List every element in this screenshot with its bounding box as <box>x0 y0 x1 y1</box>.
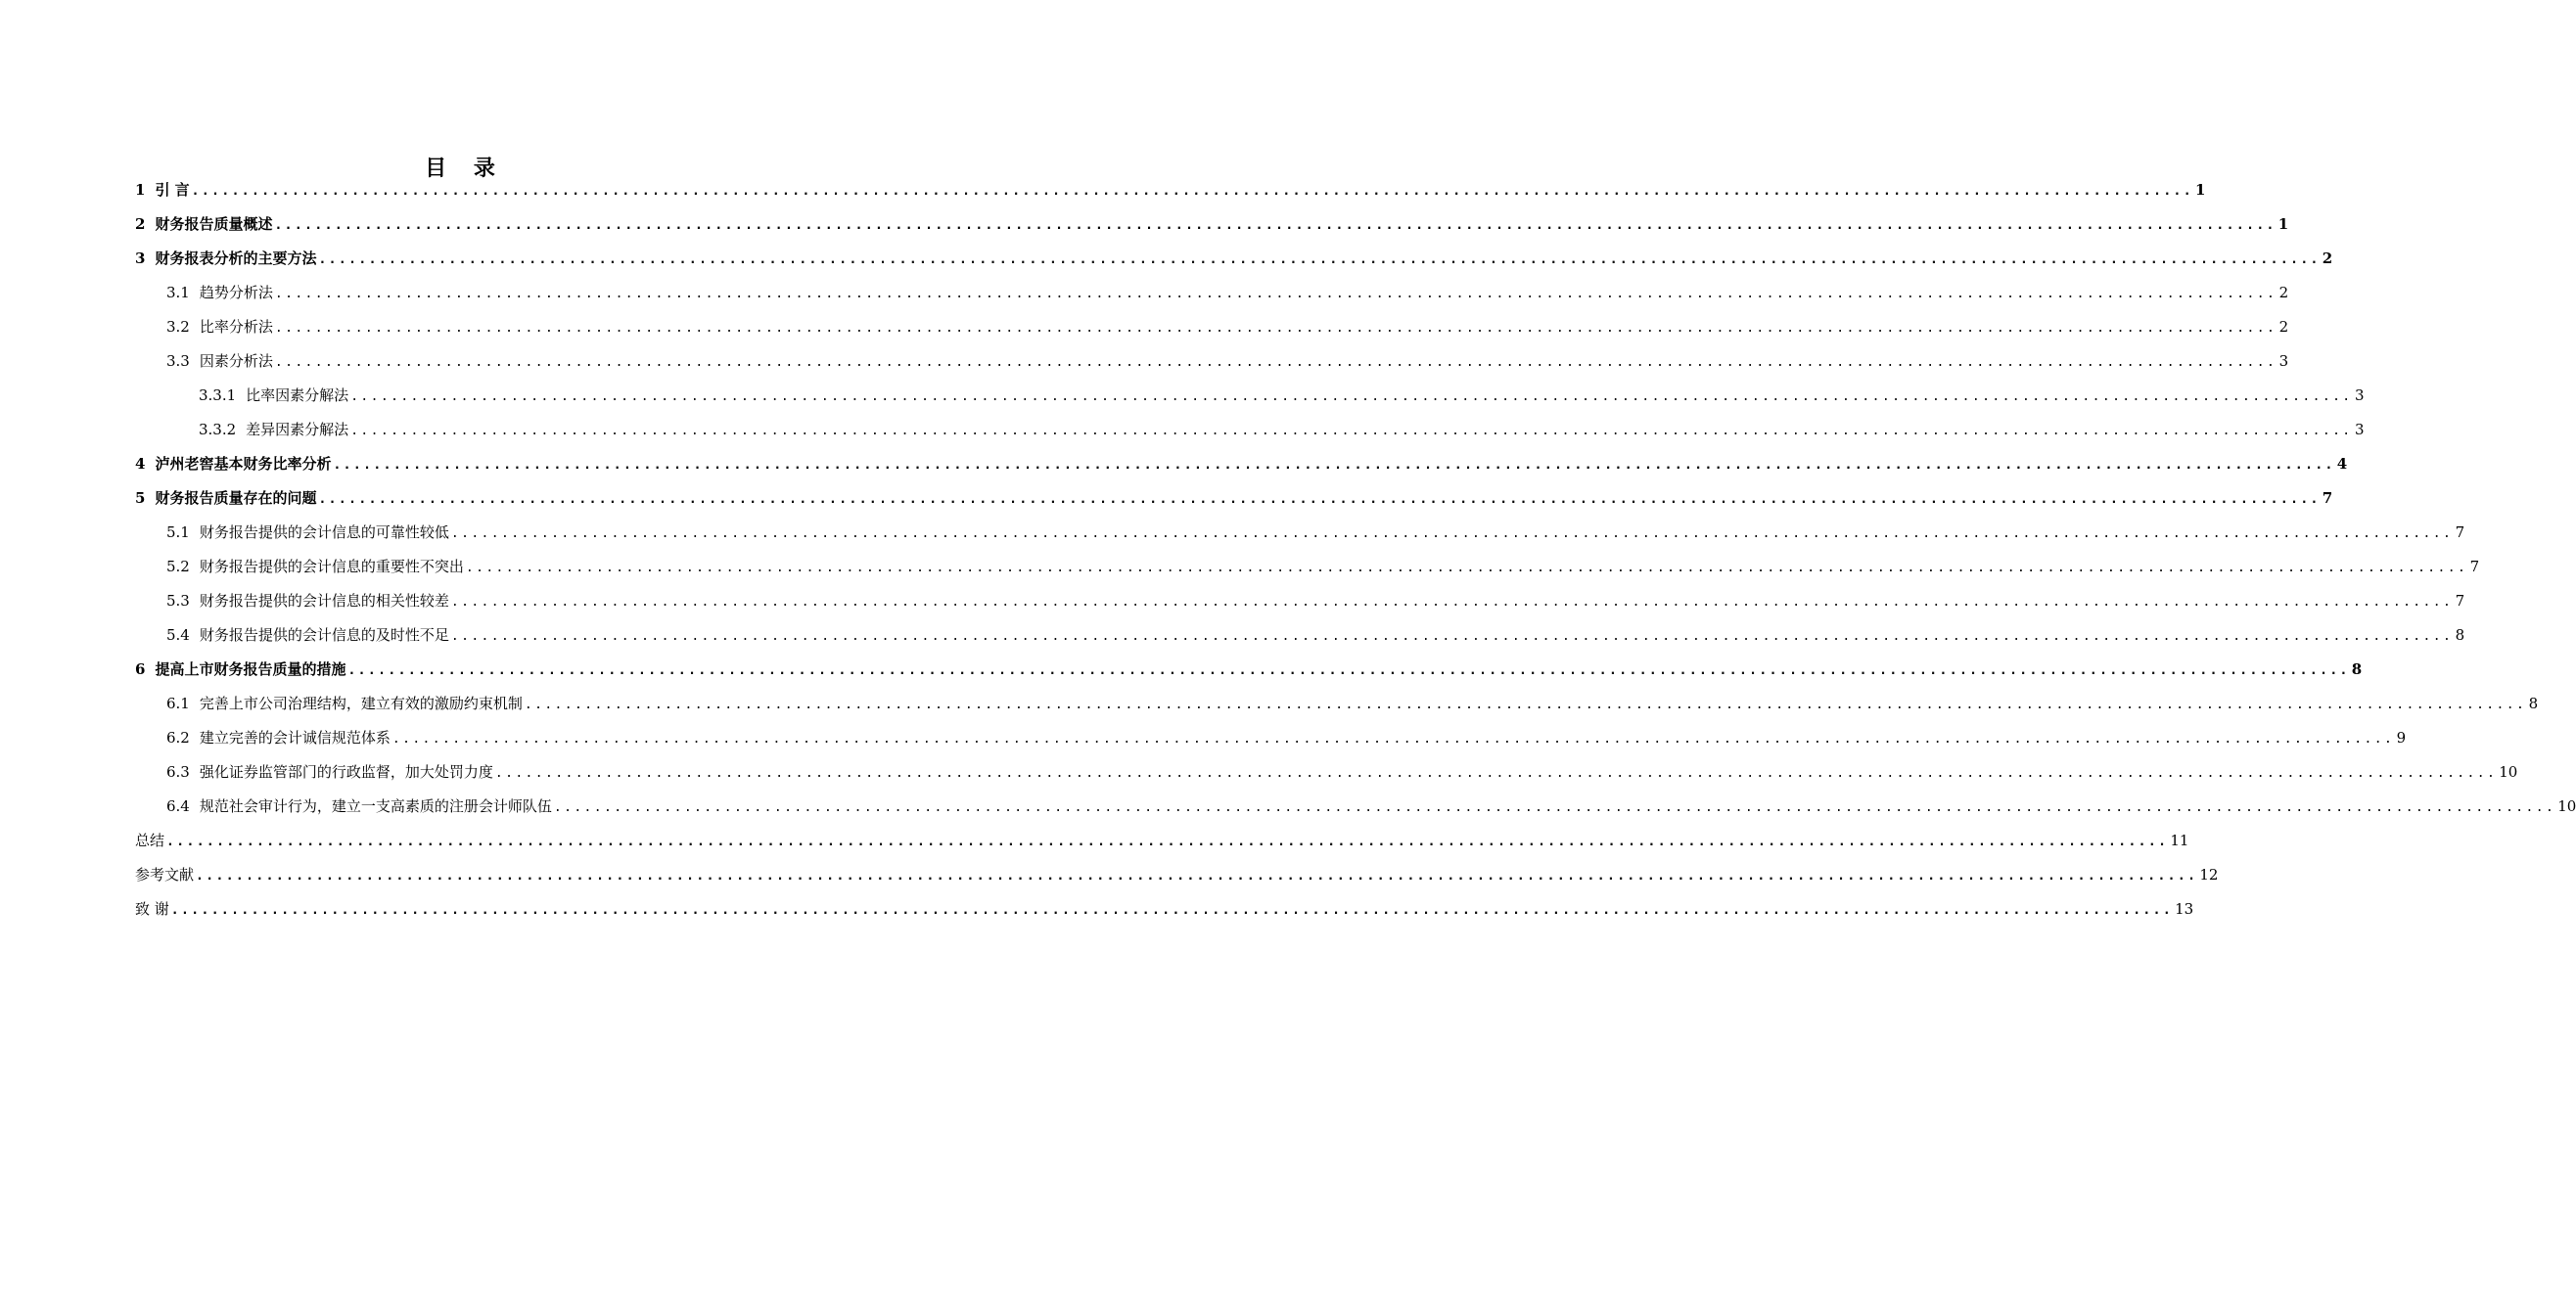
toc-entry[interactable] <box>135 863 2219 886</box>
toc-entry-text: 泸州老窖基本财务比率分析 <box>155 455 332 473</box>
toc-entry[interactable] <box>135 658 2363 681</box>
toc-entry[interactable] <box>135 178 2206 202</box>
toc-entry-page: 7 <box>2322 489 2333 507</box>
toc-entry-page: 7 <box>2469 558 2480 575</box>
toc-entry-label <box>135 212 272 236</box>
dot-leader: ........................................................................................................................................................................................................ <box>450 595 2454 610</box>
dot-leader: ........................................................................................................................................................................................................ <box>524 698 2527 712</box>
toc-entry[interactable] <box>166 281 2289 304</box>
dot-leader: ........................................................................................................................................................................................................ <box>450 526 2454 541</box>
toc-entry[interactable] <box>166 692 2539 715</box>
toc-entry[interactable] <box>166 349 2289 373</box>
toc-entry-text: 趋势分析法 <box>199 284 273 301</box>
dot-leader: ........................................................................................................................................................................................................ <box>318 492 2321 507</box>
toc-entry-label <box>166 555 464 578</box>
dot-leader: ........................................................................................................................................................................................................ <box>196 869 2198 884</box>
toc-entry[interactable] <box>166 555 2480 578</box>
toc-entry-text: 完善上市公司治理结构，建立有效的激励约束机制 <box>199 695 523 712</box>
toc-entry-page: 8 <box>2528 695 2539 712</box>
toc-entry-page: 7 <box>2455 523 2465 541</box>
toc-entry-label <box>135 897 169 921</box>
toc-entry-number: 5.3 <box>166 592 190 610</box>
toc-entry[interactable] <box>166 521 2465 544</box>
toc-entry[interactable] <box>135 452 2348 476</box>
toc-entry-number: 4 <box>135 455 146 473</box>
toc-entry-number: 3.1 <box>166 284 190 301</box>
dot-leader: ........................................................................................................................................................................................................ <box>391 732 2395 747</box>
toc-entry[interactable] <box>166 726 2407 749</box>
toc-entry[interactable] <box>135 486 2333 510</box>
dot-leader: ........................................................................................................................................................................................................ <box>494 766 2498 781</box>
toc-entry-number: 6.4 <box>166 797 190 815</box>
toc-entry-text: 财务报告质量存在的问题 <box>155 489 317 507</box>
toc-entry-page: 7 <box>2455 592 2465 610</box>
toc-entry-page: 8 <box>2455 626 2465 644</box>
dot-leader: ........................................................................................................................................................................................................ <box>166 835 2169 849</box>
dot-leader: ........................................................................................................................................................................................................ <box>333 458 2335 473</box>
toc-entry-number: 3.3.1 <box>199 386 237 404</box>
dot-leader: ........................................................................................................................................................................................................ <box>170 903 2174 918</box>
toc-entry-number: 2 <box>135 215 146 233</box>
toc-entry-page: 12 <box>2199 866 2219 884</box>
toc-entry-label <box>166 315 273 339</box>
toc-entry-text: 强化证券监管部门的行政监督，加大处罚力度 <box>199 763 493 781</box>
toc-entry-number: 3.3 <box>166 352 190 370</box>
toc-entry-text: 总结 <box>135 832 165 849</box>
toc-entry[interactable] <box>166 623 2465 647</box>
toc-entry-label <box>166 623 449 647</box>
toc-entry-page: 8 <box>2351 660 2363 678</box>
toc-entry-number: 5.2 <box>166 558 190 575</box>
toc-entry-text: 财务报告提供的会计信息的相关性较差 <box>199 592 449 610</box>
toc-entry-page: 3 <box>2278 352 2289 370</box>
page-title: 目 录 <box>425 157 505 181</box>
toc-entry-text: 致 谢 <box>135 900 169 918</box>
toc-entry-label <box>166 760 493 784</box>
toc-entry-page: 3 <box>2354 386 2365 404</box>
toc-entry[interactable] <box>135 829 2189 852</box>
toc-entry[interactable] <box>166 760 2518 784</box>
dot-leader: ........................................................................................................................................................................................................ <box>465 561 2468 575</box>
toc-entry-page: 2 <box>2278 284 2289 301</box>
toc-entry-text: 财务报告质量概述 <box>155 215 273 233</box>
dot-leader: ........................................................................................................................................................................................................ <box>450 629 2454 644</box>
toc-entry-number: 5 <box>135 489 146 507</box>
toc-entry-text: 参考文献 <box>135 866 195 884</box>
toc-entry-label <box>135 658 345 681</box>
toc-entry-number: 5.4 <box>166 626 190 644</box>
toc-entry-number: 5.1 <box>166 523 190 541</box>
toc-entry-text: 财务报表分析的主要方法 <box>155 249 317 267</box>
toc-entry-number: 3.2 <box>166 318 190 336</box>
toc-entry-page: 2 <box>2278 318 2289 336</box>
toc-entry-text: 财务报告提供的会计信息的及时性不足 <box>199 626 449 644</box>
toc-entry-text: 因素分析法 <box>199 352 273 370</box>
toc-entry-label <box>199 384 348 407</box>
toc-entry-text: 引 言 <box>155 181 190 199</box>
dot-leader: ........................................................................................................................................................................................................ <box>191 184 2194 199</box>
toc-entry[interactable] <box>199 418 2365 441</box>
toc-entry[interactable] <box>135 212 2289 236</box>
toc-entry-number: 1 <box>135 181 146 199</box>
toc-entry-label <box>166 692 523 715</box>
toc-entry[interactable] <box>166 589 2465 612</box>
toc-entry-number: 6.1 <box>166 695 190 712</box>
toc-entry-text: 比率因素分解法 <box>246 386 349 404</box>
toc-entry-number: 3 <box>135 249 146 267</box>
dot-leader: ........................................................................................................................................................................................................ <box>350 389 2353 404</box>
toc-entry-label <box>166 521 449 544</box>
toc-entry-page: 1 <box>2277 215 2289 233</box>
toc-entry-label <box>135 829 164 852</box>
toc-entry-text: 财务报告提供的会计信息的重要性不突出 <box>199 558 464 575</box>
toc-entry-page: 11 <box>2170 832 2189 849</box>
toc-entry-page: 13 <box>2175 900 2194 918</box>
toc-entry-number: 6.2 <box>166 729 190 747</box>
toc-entry-label <box>135 452 331 476</box>
toc-entry-label <box>166 589 449 612</box>
toc-entry-page: 3 <box>2354 421 2365 438</box>
toc-entry-number: 3.3.2 <box>199 421 237 438</box>
dot-leader: ........................................................................................................................................................................................................ <box>274 355 2277 370</box>
toc-entry-text: 比率分析法 <box>199 318 273 336</box>
toc-entry-label <box>166 794 552 818</box>
toc-entry-label <box>135 863 194 886</box>
toc-entry-page: 2 <box>2322 249 2333 267</box>
toc-entry-number: 6 <box>135 660 146 678</box>
dot-leader: ........................................................................................................................................................................................................ <box>274 321 2277 336</box>
toc-entry[interactable] <box>135 897 2194 921</box>
toc-entry[interactable] <box>135 247 2333 270</box>
toc-entry[interactable] <box>199 384 2365 407</box>
toc-entry-label <box>166 726 391 749</box>
toc-entry-page: 10 <box>2557 797 2576 815</box>
toc-entry-label <box>135 178 190 202</box>
toc-entry[interactable] <box>166 794 2576 818</box>
toc-entry-label <box>199 418 348 441</box>
toc-entry-page: 9 <box>2396 729 2407 747</box>
toc-entry-text: 规范社会审计行为，建立一支高素质的注册会计师队伍 <box>199 797 552 815</box>
dot-leader: ........................................................................................................................................................................................................ <box>274 287 2277 301</box>
dot-leader: ........................................................................................................................................................................................................ <box>350 424 2353 438</box>
toc-entry-label <box>135 486 316 510</box>
toc-entry[interactable] <box>166 315 2289 339</box>
toc-entry-number: 6.3 <box>166 763 190 781</box>
toc-entry-page: 10 <box>2499 763 2518 781</box>
toc-entry-text: 建立完善的会计诚信规范体系 <box>199 729 391 747</box>
toc-entry-label <box>135 247 316 270</box>
toc-entry-page: 4 <box>2336 455 2348 473</box>
toc-entry-text: 差异因素分解法 <box>246 421 349 438</box>
dot-leader: ........................................................................................................................................................................................................ <box>318 252 2321 267</box>
toc-entry-text: 财务报告提供的会计信息的可靠性较低 <box>199 523 449 541</box>
dot-leader: ........................................................................................................................................................................................................ <box>274 218 2277 233</box>
dot-leader: ........................................................................................................................................................................................................ <box>347 663 2350 678</box>
dot-leader: ........................................................................................................................................................................................................ <box>553 800 2556 815</box>
toc-entry-label <box>166 281 273 304</box>
toc-entry-page: 1 <box>2195 181 2206 199</box>
toc-entry-label <box>166 349 273 373</box>
toc-entry-text: 提高上市财务报告质量的措施 <box>155 660 346 678</box>
